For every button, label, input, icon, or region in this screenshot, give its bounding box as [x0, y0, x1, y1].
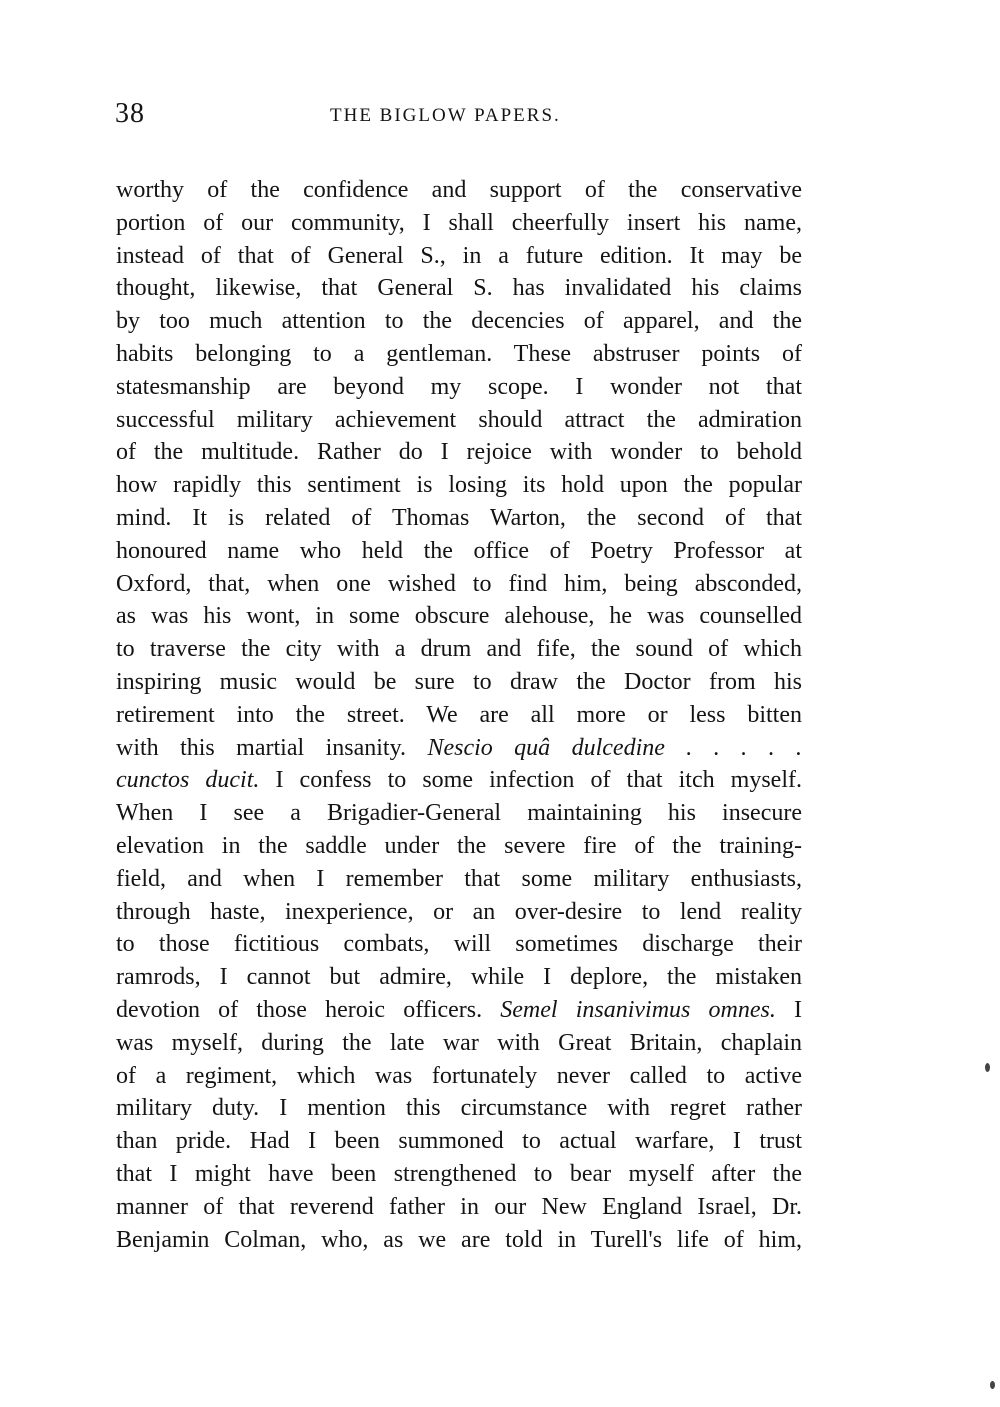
text-run: habits belonging to a gentleman. These abstruser points of: [116, 340, 802, 367]
text-run: as was his wont, in some obscure alehouse, he was counselled: [116, 603, 802, 630]
text-run: how rapidly this sentiment is losing its hold upon the popular: [116, 472, 802, 499]
text-run: elevation in the saddle under the severe fire of the training-: [116, 832, 802, 859]
text-line: [116, 699, 802, 732]
text-line: [116, 928, 802, 961]
text-run: than pride. Had I been summoned to actual warfare, I trust: [116, 1128, 802, 1155]
text-line: [116, 1158, 802, 1191]
text-line: [116, 174, 802, 207]
text-run: ramrods, I cannot but admire, while I deplore, the mistaken: [116, 964, 802, 991]
text-run: successful military achievement should attract the admiration: [116, 406, 802, 433]
text-line: [116, 797, 802, 830]
text-line: [116, 240, 802, 273]
text-run: I confess to some infection of that itch myself.: [259, 767, 802, 794]
text-run: worthy of the confidence and support of the conservative: [116, 177, 802, 203]
text-line: [116, 371, 802, 404]
text-run: with this martial insanity.: [116, 734, 428, 761]
text-run: Benjamin Colman, who, as we are told in Turell's life of him,: [116, 1226, 802, 1253]
text-run: I: [775, 996, 802, 1023]
text-line: [116, 961, 802, 994]
text-line: [116, 1191, 802, 1224]
text-line: [116, 568, 802, 601]
text-run: to those fictitious combats, will sometimes discharge their: [116, 931, 802, 958]
text-line: [116, 305, 802, 338]
text-line: [116, 436, 802, 469]
scan-speck: [990, 1381, 995, 1389]
text-line: [116, 338, 802, 371]
text-run: that I might have been strengthened to bear myself after the: [116, 1160, 802, 1187]
text-line: [116, 732, 802, 765]
text-run: mind. It is related of Thomas Warton, the second of that: [116, 504, 802, 531]
text-line: [116, 502, 802, 535]
text-run: military duty. I mention this circumstance with regret rather: [116, 1095, 802, 1122]
text-run: to traverse the city with a drum and fife, the sound of which: [116, 636, 802, 663]
text-run: of the multitude. Rather do I rejoice with wonder to behold: [116, 439, 802, 466]
text-line: [116, 764, 802, 797]
text-run: portion of our community, I shall cheerfully insert his name,: [116, 209, 802, 236]
text-line: [116, 469, 802, 502]
text-run: Oxford, that, when one wished to find him, being absconded,: [116, 570, 802, 597]
text-run: retirement into the street. We are all more or less bitten: [116, 701, 802, 728]
page-number: 38: [115, 98, 145, 129]
text-line: [116, 535, 802, 568]
text-line: [116, 1092, 802, 1125]
text-run: When I see a Brigadier-General maintaining his insecure: [116, 800, 802, 827]
text-line: [116, 600, 802, 633]
text-line: [116, 1027, 802, 1060]
italic-phrase: cunctos ducit.: [116, 767, 260, 794]
text-run: by too much attention to the decencies of apparel, and the: [116, 308, 802, 335]
text-run: of a regiment, which was fortunately never called to active: [116, 1062, 802, 1089]
running-head: THE BIGLOW PAPERS.: [330, 105, 561, 126]
body-text: [116, 174, 802, 1256]
scan-speck: [985, 1063, 990, 1072]
text-run: was myself, during the late war with Great Britain, chaplain: [116, 1029, 802, 1056]
text-line: [116, 863, 802, 896]
text-line: [116, 666, 802, 699]
text-run: instead of that of General S., in a future edition. It may be: [116, 242, 802, 269]
text-run: thought, likewise, that General S. has invalidated his claims: [116, 275, 802, 302]
text-line: [116, 830, 802, 863]
text-line: [116, 1224, 802, 1257]
text-line: [116, 404, 802, 437]
italic-phrase: Nescio quâ dulcedine . . . . .: [427, 734, 802, 761]
text-line: [116, 896, 802, 929]
text-line: [116, 994, 802, 1027]
text-line: [116, 633, 802, 666]
text-run: statesmanship are beyond my scope. I wonder not that: [116, 373, 802, 400]
text-line: [116, 207, 802, 240]
text-line: [116, 1060, 802, 1093]
italic-phrase: Semel insanivimus omnes.: [500, 996, 776, 1023]
text-run: inspiring music would be sure to draw the Doctor from his: [116, 668, 802, 695]
text-line: [116, 1125, 802, 1158]
text-run: honoured name who held the office of Poetry Professor at: [116, 537, 802, 564]
text-run: devotion of those heroic officers.: [116, 996, 501, 1023]
text-run: field, and when I remember that some military enthusiasts,: [116, 865, 802, 892]
text-run: through haste, inexperience, or an over-desire to lend reality: [116, 898, 802, 925]
text-line: [116, 272, 802, 305]
text-run: manner of that reverend father in our New England Israel, Dr.: [116, 1193, 802, 1220]
